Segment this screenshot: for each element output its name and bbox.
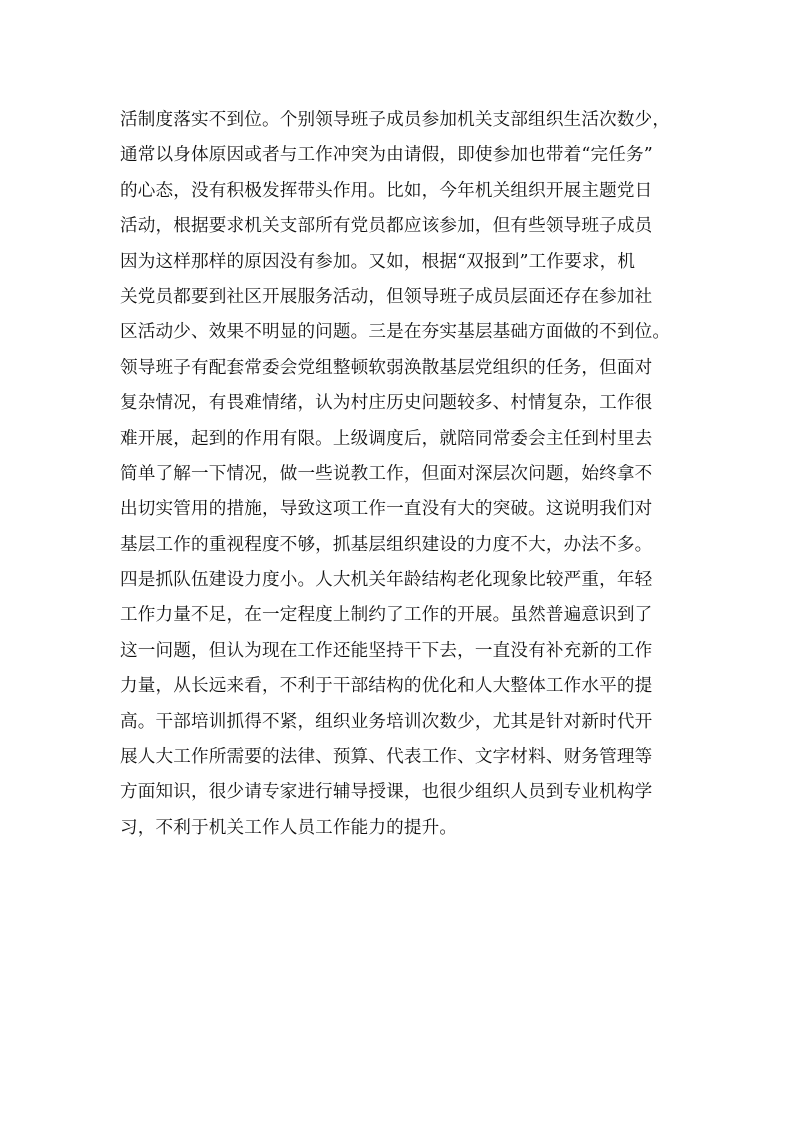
text-line: 活制度落实不到位。个别领导班子成员参加机关支部组织生活次数少， <box>120 110 671 130</box>
text-line: 通常以身体原因或者与工作冲突为由请假，即使参加也带着“完任务” <box>120 145 653 166</box>
text-line: 活动，根据要求机关支部所有党员都应该参加，但有些领导班子成员 <box>120 216 653 237</box>
text-line: 四是抓队伍建设力度小。人大机关年龄结构老化现象比较严重，年轻 <box>120 570 653 591</box>
text-line: 展人大工作所需要的法律、预算、代表工作、文字材料、财务管理等 <box>120 747 653 768</box>
body-text <box>120 103 690 846</box>
text-line: 工作力量不足，在一定程度上制约了工作的开展。虽然普遍意识到了 <box>120 605 653 626</box>
text-line: 习，不利于机关工作人员工作能力的提升。 <box>120 817 458 838</box>
text-line: 简单了解一下情况，做一些说教工作，但面对深层次问题，始终拿不 <box>120 463 653 484</box>
text-line: 的心态，没有积极发挥带头作用。比如，今年机关组织开展主题党日 <box>120 180 653 201</box>
text-line: 区活动少、效果不明显的问题。三是在夯实基层基础方面做的不到位。 <box>120 322 671 343</box>
text-line: 复杂情况，有畏难情绪，认为村庄历史问题较多、村情复杂，工作很 <box>120 393 653 414</box>
text-line: 这一问题，但认为现在工作还能坚持干下去，一直没有补充新的工作 <box>120 640 653 661</box>
text-line: 出切实管用的措施，导致这项工作一直没有大的突破。这说明我们对 <box>120 499 653 520</box>
text-line: 难开展，起到的作用有限。上级调度后，就陪同常委会主任到村里去 <box>120 428 653 449</box>
text-line: 领导班子有配套常委会党组整顿软弱涣散基层党组织的任务，但面对 <box>120 357 653 378</box>
text-line: 关党员都要到社区开展服务活动，但领导班子成员层面还存在参加社 <box>120 286 653 307</box>
text-line: 力量，从长远来看，不利于干部结构的优化和人大整体工作水平的提 <box>120 676 653 697</box>
text-line: 方面知识，很少请专家进行辅导授课，也很少组织人员到专业机构学 <box>120 782 653 803</box>
text-line: 基层工作的重视程度不够，抓基层组织建设的力度不大，办法不多。 <box>120 534 653 555</box>
text-line: 因为这样那样的原因没有参加。又如，根据“双报到”工作要求，机 <box>120 251 636 272</box>
text-line: 高。干部培训抓得不紧，组织业务培训次数少，尤其是针对新时代开 <box>120 711 653 732</box>
